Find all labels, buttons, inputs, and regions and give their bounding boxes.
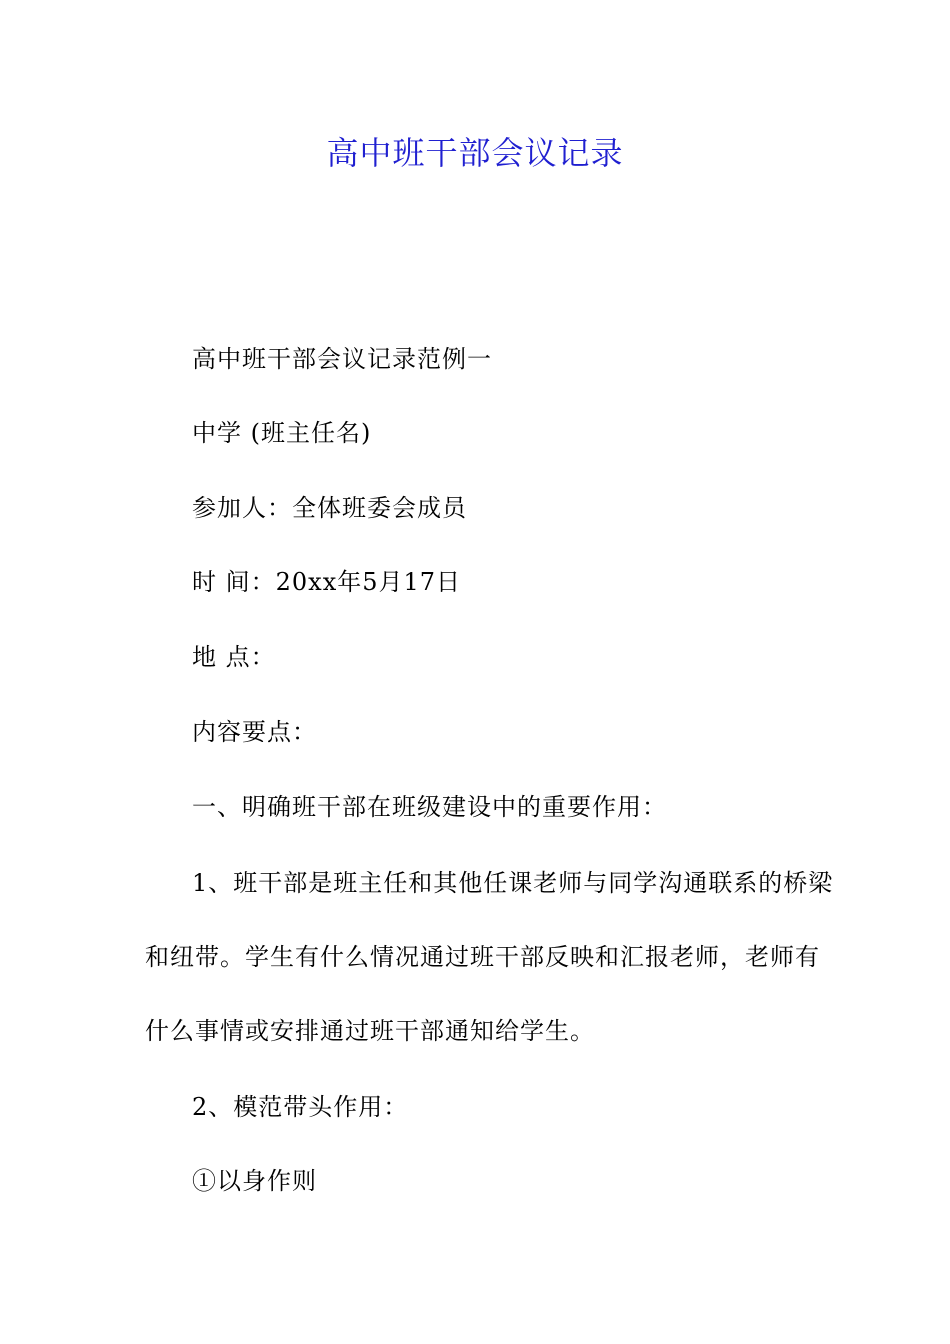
document-title: 高中班干部会议记录 xyxy=(326,134,624,172)
paragraph-item-1-line-2: 和纽带。学生有什么情况通过班干部反映和汇报老师，老师有 xyxy=(145,943,820,971)
paragraph-school: 中学 (班主任名) xyxy=(192,419,372,447)
paragraph-item-1-line-1: 1、班干部是班主任和其他任课老师与同学沟通联系的桥梁 xyxy=(192,869,834,897)
section-heading-one: 一、明确班干部在班级建设中的重要作用： xyxy=(192,793,667,821)
paragraph-sub-item-1: ①以身作则 xyxy=(192,1167,317,1195)
paragraph-heading-example: 高中班干部会议记录范例一 xyxy=(192,345,492,373)
paragraph-attendees: 参加人：全体班委会成员 xyxy=(192,494,467,522)
paragraph-time: 时 间：20xx年5月17日 xyxy=(192,568,462,596)
paragraph-item-1-line-3: 什么事情或安排通过班干部通知给学生。 xyxy=(145,1017,595,1045)
paragraph-item-2: 2、模范带头作用： xyxy=(192,1093,409,1121)
paragraph-location: 地 点： xyxy=(192,643,276,671)
paragraph-key-points: 内容要点： xyxy=(192,718,317,746)
